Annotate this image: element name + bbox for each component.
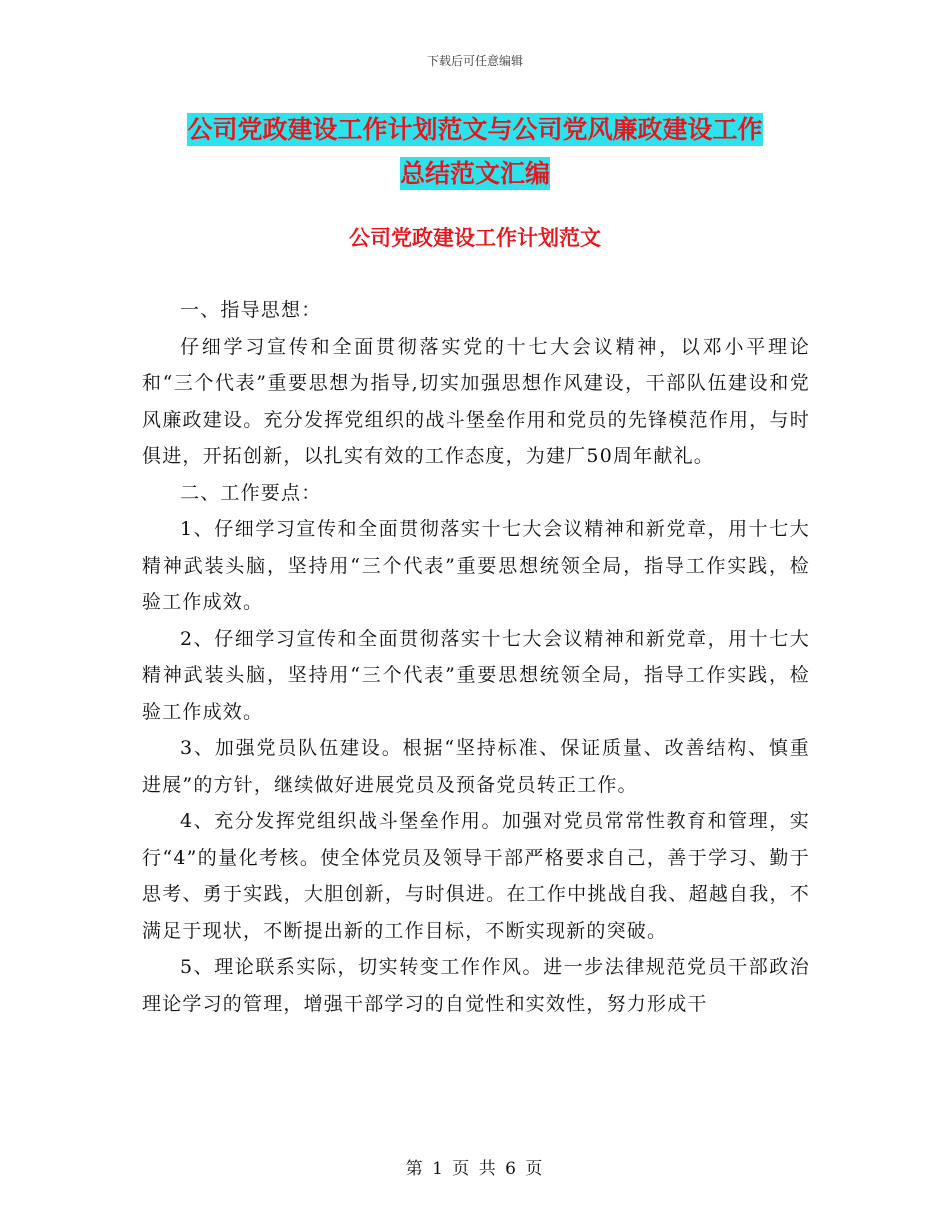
paragraph: 2、仔细学习宣传和全面贯彻落实十七大会议精神和新党章，用十七大精神武装头脑，坚持用“三个代表”重要思想统领全局，指导工作实践，检验工作成效。 <box>142 627 810 723</box>
header-note: 下载后可任意编辑 <box>426 54 523 68</box>
title-line-1: 公司党政建设工作计划范文与公司党风廉政建设工作 <box>187 115 763 144</box>
heading-work-points: 二、工作要点： <box>180 481 322 504</box>
page-number: 第 1 页 共 6 页 <box>405 1159 545 1179</box>
paragraph: 仔细学习宣传和全面贯彻落实党的十七大会议精神，以邓小平理论和“三个代表”重要思想为指导,切实加强思想作风建设，干部队伍建设和党风廉政建设。充分发挥党组织的战斗堡垒作用和党员的先锋模范作用，与时俱进，开拓创新，以扎实有效的工作态度，为建厂50周年献礼。 <box>142 335 810 467</box>
paragraph: 5、理论联系实际，切实转变工作作风。进一步法律规范党员干部政治理论学习的管理，增强干部学习的自觉性和实效性，努力形成干 <box>142 956 810 1015</box>
body-content <box>142 292 810 1022</box>
paragraph: 1、仔细学习宣传和全面贯彻落实十七大会议精神和新党章，用十七大精神武装头脑，坚持用“三个代表”重要思想统领全局，指导工作实践，检验工作成效。 <box>142 518 810 613</box>
document-title <box>0 108 950 196</box>
paragraph: 3、加强党员队伍建设。根据“坚持标准、保证质量、改善结构、慎重进展”的方针，继续做好进展党员及预备党员转正工作。 <box>142 737 810 796</box>
title-line-2: 总结范文汇编 <box>399 159 550 188</box>
section-title: 公司党政建设工作计划范文 <box>349 226 601 250</box>
paragraph: 4、充分发挥党组织战斗堡垒作用。加强对党员常常性教育和管理，实行“4”的量化考核。使全体党员及领导干部严格要求自己，善于学习、勤于思考、勇于实践，大胆创新，与时俱进。在工作中挑战自我、超越自我，不满足于现状，不断提出新的工作目标，不断实现新的突破。 <box>142 810 810 942</box>
heading-guiding-ideology: 一、指导思想： <box>180 299 322 321</box>
